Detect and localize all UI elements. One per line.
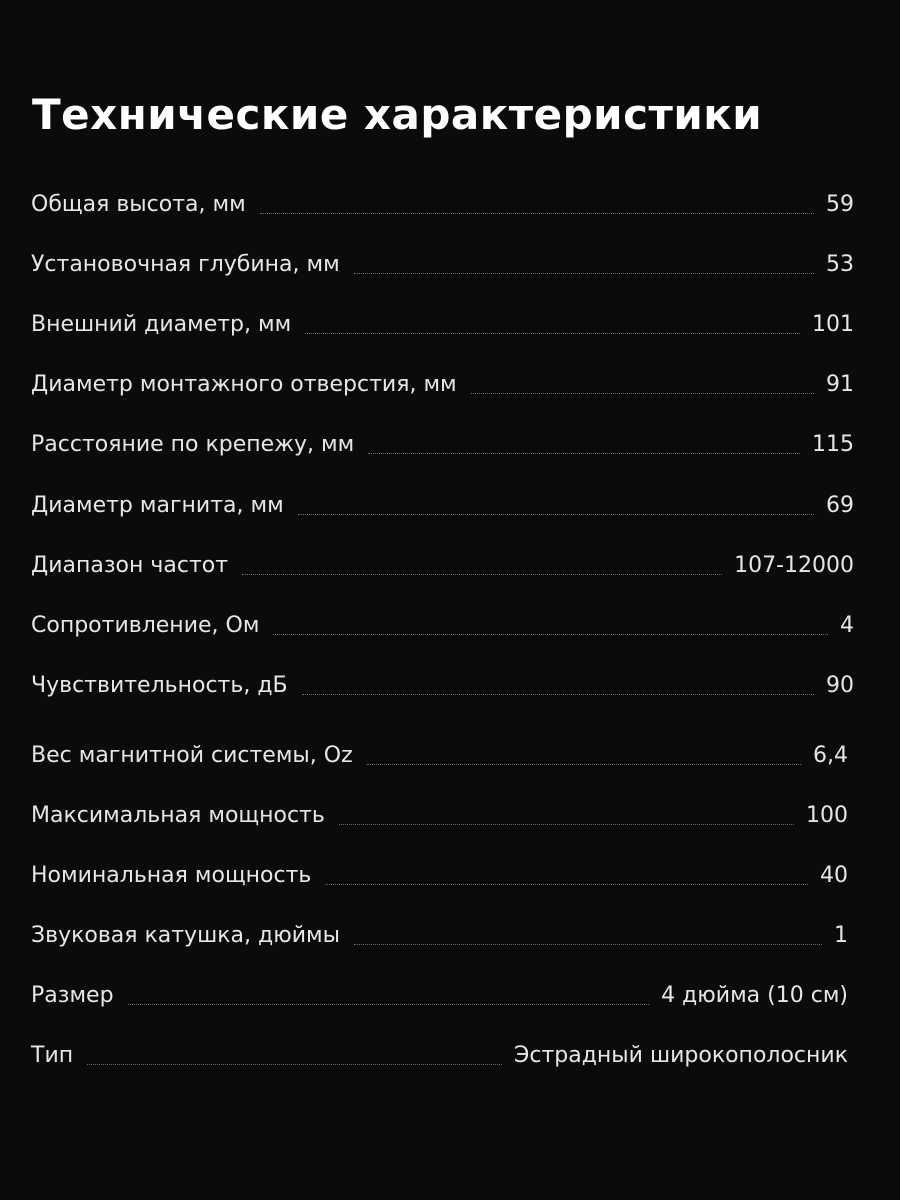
dotted-leader [339,823,794,825]
spec-value: 69 [826,493,854,518]
dotted-leader [325,883,808,885]
spec-value: 6,4 [813,743,848,768]
spec-label: Размер [31,983,114,1008]
spec-value: 4 [840,613,854,638]
spec-row-mounting-depth [31,250,854,280]
spec-label: Сопротивление, Ом [31,613,260,638]
dotted-leader [305,332,800,334]
page-title: Технические характеристики [32,90,763,139]
spec-value: 1 [834,923,848,948]
spec-value: 59 [826,192,854,217]
spec-value: 101 [812,312,854,337]
spec-row-total-height [31,190,854,220]
dotted-leader [273,633,828,635]
spec-label: Внешний диаметр, мм [31,312,292,337]
spec-row-cutout-diameter [31,370,854,400]
spec-label: Расстояние по крепежу, мм [31,432,355,457]
spec-row-max-power [31,801,848,831]
spec-label: Диаметр магнита, мм [31,493,284,518]
dotted-leader [471,392,814,394]
dotted-leader [354,272,814,274]
spec-label: Звуковая катушка, дюймы [31,923,340,948]
spec-label: Установочная глубина, мм [31,252,340,277]
spec-label: Номинальная мощность [31,863,312,888]
dotted-leader [302,693,814,695]
spec-label: Тип [31,1043,74,1068]
spec-row-outer-diameter [31,310,854,340]
spec-label: Диаметр монтажного отверстия, мм [31,372,457,397]
spec-value: 90 [826,673,854,698]
dotted-leader [87,1063,502,1065]
dotted-leader [242,573,722,575]
spec-label: Чувствительность, дБ [31,673,288,698]
dotted-leader [128,1003,650,1005]
dotted-leader [367,763,801,765]
spec-value: Эстрадный широкополосник [513,1043,848,1068]
spec-label: Вес магнитной системы, Oz [31,743,353,768]
dotted-leader [298,513,814,515]
spec-row-magnet-diameter [31,491,854,521]
dotted-leader [354,943,822,945]
spec-row-magnet-weight [31,741,848,771]
spec-value: 4 дюйма (10 см) [661,983,848,1008]
spec-label: Диапазон частот [31,553,229,578]
spec-label: Максимальная мощность [31,803,325,828]
spec-row-type [31,1041,848,1071]
spec-value: 115 [812,432,854,457]
spec-row-size [31,981,848,1011]
spec-row-rated-power [31,861,848,891]
spec-value: 40 [820,863,848,888]
spec-value: 100 [806,803,848,828]
spec-row-impedance [31,611,854,641]
spec-row-mounting-distance [31,430,854,460]
spec-value: 107-12000 [734,553,854,578]
spec-row-frequency-range [31,551,854,581]
spec-label: Общая высота, мм [31,192,246,217]
spec-value: 53 [826,252,854,277]
spec-value: 91 [826,372,854,397]
spec-row-voice-coil [31,921,848,951]
dotted-leader [368,452,800,454]
spec-row-sensitivity [31,671,854,701]
dotted-leader [260,212,814,214]
